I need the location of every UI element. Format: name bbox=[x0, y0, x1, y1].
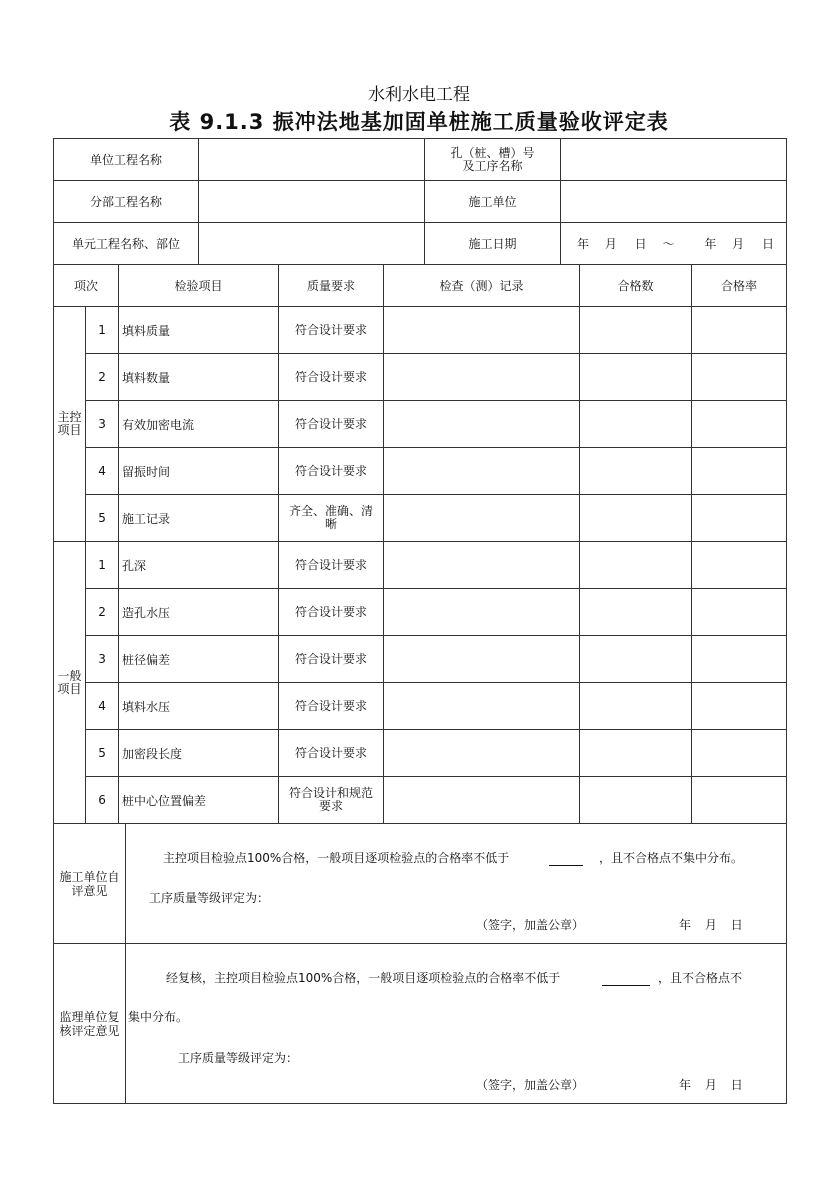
quality-requirement-line2: 晰 bbox=[325, 517, 338, 531]
document-subtitle: 水利水电工程 bbox=[368, 85, 470, 105]
hole-label-line1: 孔（桩、槽）号 bbox=[450, 145, 535, 160]
self-eval-date bbox=[679, 916, 743, 933]
inspection-record-cell[interactable] bbox=[384, 401, 580, 448]
self-eval-month: 月 bbox=[704, 918, 717, 932]
date-start-month: 月 bbox=[604, 237, 617, 251]
header-quality-requirement: 质量要求 bbox=[279, 265, 384, 307]
header-pass-count: 合格数 bbox=[580, 265, 692, 307]
inspection-item: 填料水压 bbox=[119, 683, 279, 730]
pass-count-cell[interactable] bbox=[580, 777, 692, 824]
pass-count-cell[interactable] bbox=[580, 401, 692, 448]
supervisor-eval-label-line1: 监理单位复 bbox=[59, 1009, 120, 1024]
quality-requirement-line1: 符合设计要求 bbox=[295, 557, 368, 572]
inspection-record-cell[interactable] bbox=[384, 495, 580, 542]
inspection-item: 桩中心位置偏差 bbox=[119, 777, 279, 824]
quality-requirement-line1: 齐全、准确、清 bbox=[289, 504, 374, 518]
quality-requirement bbox=[279, 495, 384, 542]
quality-requirement-line1: 符合设计要求 bbox=[295, 698, 368, 713]
self-eval-sign-label: （签字，加盖公章） bbox=[476, 918, 585, 932]
inspection-table bbox=[53, 264, 787, 824]
table-row bbox=[54, 683, 787, 730]
item-no: 2 bbox=[86, 354, 119, 401]
general-group-label-line2: 项目 bbox=[57, 681, 82, 696]
table-row bbox=[54, 589, 787, 636]
date-start-day: 日 bbox=[634, 237, 647, 251]
table-row bbox=[54, 777, 787, 824]
table-row bbox=[54, 730, 787, 777]
quality-requirement-line1: 符合设计要求 bbox=[295, 463, 368, 478]
quality-requirement bbox=[279, 307, 384, 354]
supervisor-eval-pass-rate-blank[interactable] bbox=[602, 973, 650, 986]
table-row bbox=[54, 495, 787, 542]
table-row bbox=[54, 542, 787, 589]
quality-requirement-line1: 符合设计和规范 bbox=[289, 786, 374, 800]
quality-requirement bbox=[279, 354, 384, 401]
header-inspection-item: 检验项目 bbox=[119, 265, 279, 307]
supervisor-eval-text-part1: 经复核，主控项目检验点100%合格，一般项目逐项检验点的合格率不低于 bbox=[166, 971, 561, 985]
division-project-field[interactable] bbox=[199, 181, 425, 223]
pass-rate-cell[interactable] bbox=[692, 730, 787, 777]
self-eval-year: 年 bbox=[679, 918, 692, 932]
table-row bbox=[54, 354, 787, 401]
inspection-record-cell[interactable] bbox=[384, 636, 580, 683]
header-pass-rate: 合格率 bbox=[692, 265, 787, 307]
inspection-item: 有效加密电流 bbox=[119, 401, 279, 448]
supervisor-eval-year: 年 bbox=[679, 1078, 692, 1092]
self-eval-pass-rate-blank[interactable] bbox=[549, 853, 583, 866]
table-header-row bbox=[54, 265, 787, 307]
pass-rate-cell[interactable] bbox=[692, 354, 787, 401]
item-no: 4 bbox=[86, 448, 119, 495]
info-row-unit-project bbox=[54, 139, 787, 181]
construction-unit-field[interactable] bbox=[561, 181, 787, 223]
quality-requirement-line1: 符合设计要求 bbox=[295, 651, 368, 666]
main-control-group-label-line1: 主控 bbox=[57, 410, 82, 424]
self-eval-row bbox=[54, 824, 787, 944]
element-project-field[interactable] bbox=[199, 223, 425, 265]
pass-rate-cell[interactable] bbox=[692, 777, 787, 824]
item-no: 3 bbox=[86, 401, 119, 448]
evaluation-table bbox=[53, 823, 787, 1104]
pass-count-cell[interactable] bbox=[580, 448, 692, 495]
item-no: 5 bbox=[86, 495, 119, 542]
inspection-item: 造孔水压 bbox=[119, 589, 279, 636]
general-items-body bbox=[54, 542, 787, 824]
date-end-day: 日 bbox=[761, 237, 774, 251]
inspection-item: 桩径偏差 bbox=[119, 636, 279, 683]
division-project-label: 分部工程名称 bbox=[54, 181, 199, 223]
inspection-record-cell[interactable] bbox=[384, 730, 580, 777]
construction-date-label: 施工日期 bbox=[425, 223, 561, 265]
self-eval-day: 日 bbox=[730, 918, 743, 932]
pass-rate-cell[interactable] bbox=[692, 307, 787, 354]
supervisor-eval-date bbox=[679, 1076, 743, 1093]
self-eval-text-part1: 主控项目检验点100%合格，一般项目逐项检验点的合格率不低于 bbox=[163, 851, 510, 865]
header-item-no: 项次 bbox=[54, 265, 119, 307]
supervisor-eval-month: 月 bbox=[704, 1078, 717, 1092]
table-row bbox=[54, 636, 787, 683]
unit-project-field[interactable] bbox=[199, 139, 425, 181]
date-end-month: 月 bbox=[732, 237, 745, 251]
pass-count-cell[interactable] bbox=[580, 354, 692, 401]
quality-requirement-line1: 符合设计要求 bbox=[295, 745, 368, 760]
quality-requirement bbox=[279, 542, 384, 589]
inspection-record-cell[interactable] bbox=[384, 777, 580, 824]
header-inspection-record: 检查（测）记录 bbox=[384, 265, 580, 307]
supervisor-eval-statement bbox=[166, 969, 742, 986]
hole-label bbox=[425, 139, 561, 181]
inspection-item: 加密段长度 bbox=[119, 730, 279, 777]
pass-count-cell[interactable] bbox=[580, 636, 692, 683]
main-control-group-label bbox=[54, 307, 86, 542]
pass-rate-cell[interactable] bbox=[692, 542, 787, 589]
quality-requirement bbox=[279, 683, 384, 730]
construction-unit-label: 施工单位 bbox=[425, 181, 561, 223]
self-eval-label-line1: 施工单位自 bbox=[59, 869, 120, 884]
inspection-record-cell[interactable] bbox=[384, 589, 580, 636]
info-row-division-project bbox=[54, 181, 787, 223]
quality-requirement bbox=[279, 589, 384, 636]
pass-count-cell[interactable] bbox=[580, 589, 692, 636]
document-title: 表 9.1.3 振冲法地基加固单桩施工质量验收评定表 bbox=[169, 110, 669, 134]
element-project-label: 单元工程名称、部位 bbox=[54, 223, 199, 265]
quality-requirement bbox=[279, 636, 384, 683]
info-table bbox=[53, 138, 787, 265]
item-no: 3 bbox=[86, 636, 119, 683]
info-row-element-project bbox=[54, 223, 787, 265]
inspection-item: 留振时间 bbox=[119, 448, 279, 495]
item-no: 1 bbox=[86, 542, 119, 589]
quality-requirement bbox=[279, 730, 384, 777]
supervisor-eval-grade-label: 工序质量等级评定为： bbox=[178, 1051, 299, 1065]
self-eval-grade-label: 工序质量等级评定为： bbox=[149, 891, 270, 905]
item-no: 4 bbox=[86, 683, 119, 730]
quality-requirement bbox=[279, 448, 384, 495]
main-control-group-label-line2: 项目 bbox=[57, 423, 82, 437]
quality-requirement bbox=[279, 401, 384, 448]
table-row bbox=[54, 448, 787, 495]
unit-project-label: 单位工程名称 bbox=[54, 139, 199, 181]
pass-rate-cell[interactable] bbox=[692, 636, 787, 683]
supervisor-eval-row bbox=[54, 944, 787, 1104]
self-eval-statement bbox=[163, 849, 743, 866]
date-start-year: 年 bbox=[577, 237, 590, 251]
inspection-record-cell[interactable] bbox=[384, 542, 580, 589]
item-no: 2 bbox=[86, 589, 119, 636]
general-group-label-line1: 一般 bbox=[57, 668, 82, 683]
quality-requirement bbox=[279, 777, 384, 824]
inspection-item: 填料数量 bbox=[119, 354, 279, 401]
date-separator: ～ bbox=[662, 237, 675, 251]
supervisor-eval-text-part2: ，且不合格点不 bbox=[657, 971, 742, 985]
table-row bbox=[54, 307, 787, 354]
inspection-item: 孔深 bbox=[119, 542, 279, 589]
supervisor-eval-sign-label: （签字，加盖公章） bbox=[476, 1078, 585, 1092]
self-eval-label bbox=[54, 824, 126, 944]
main-items-body bbox=[54, 307, 787, 542]
construction-date-field[interactable] bbox=[561, 223, 787, 265]
general-group-label bbox=[54, 542, 86, 824]
inspection-record-cell[interactable] bbox=[384, 683, 580, 730]
pass-rate-cell[interactable] bbox=[692, 401, 787, 448]
pass-rate-cell[interactable] bbox=[692, 495, 787, 542]
pass-count-cell[interactable] bbox=[580, 495, 692, 542]
pass-rate-cell[interactable] bbox=[692, 589, 787, 636]
self-eval-body bbox=[126, 824, 787, 944]
table-row bbox=[54, 401, 787, 448]
inspection-item: 施工记录 bbox=[119, 495, 279, 542]
quality-requirement-line1: 符合设计要求 bbox=[295, 604, 368, 619]
inspection-item: 填料质量 bbox=[119, 307, 279, 354]
date-end-year: 年 bbox=[704, 237, 717, 251]
supervisor-eval-day: 日 bbox=[730, 1078, 743, 1092]
quality-requirement-line2: 要求 bbox=[319, 799, 344, 813]
item-no: 5 bbox=[86, 730, 119, 777]
pass-count-cell[interactable] bbox=[580, 307, 692, 354]
item-no: 6 bbox=[86, 777, 119, 824]
pass-count-cell[interactable] bbox=[580, 730, 692, 777]
quality-requirement-line1: 符合设计要求 bbox=[295, 369, 368, 384]
item-no: 1 bbox=[86, 307, 119, 354]
quality-requirement-line1: 符合设计要求 bbox=[295, 322, 368, 337]
pass-rate-cell[interactable] bbox=[692, 683, 787, 730]
inspection-record-cell[interactable] bbox=[384, 448, 580, 495]
self-eval-text-part2: ，且不合格点不集中分布。 bbox=[598, 851, 743, 865]
inspection-record-cell[interactable] bbox=[384, 307, 580, 354]
supervisor-eval-label-line2: 核评定意见 bbox=[59, 1023, 120, 1038]
self-eval-label-line2: 评意见 bbox=[71, 883, 108, 898]
supervisor-eval-text-part3: 集中分布。 bbox=[128, 1010, 189, 1024]
hole-label-line2: 及工序名称 bbox=[462, 158, 523, 173]
supervisor-eval-label bbox=[54, 944, 126, 1104]
pass-rate-cell[interactable] bbox=[692, 448, 787, 495]
quality-requirement-line1: 符合设计要求 bbox=[295, 416, 368, 431]
pass-count-cell[interactable] bbox=[580, 542, 692, 589]
inspection-record-cell[interactable] bbox=[384, 354, 580, 401]
hole-field[interactable] bbox=[561, 139, 787, 181]
pass-count-cell[interactable] bbox=[580, 683, 692, 730]
supervisor-eval-body bbox=[126, 944, 787, 1104]
